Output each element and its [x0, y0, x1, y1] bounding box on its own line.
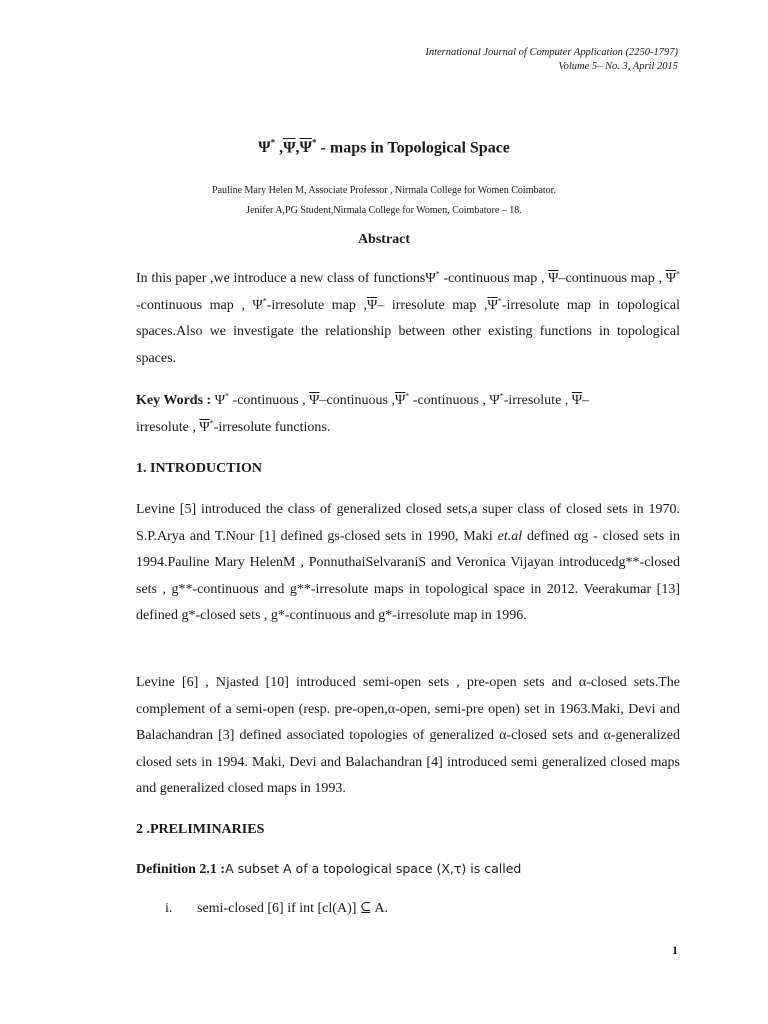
definition-2-1 [136, 861, 696, 878]
title-symbol-psi-star: Ψ* [258, 138, 276, 157]
intro-paragraph-1: Levine [5] introduced the class of generalized closed sets,a super class of closed sets in 1970. S.P.Arya and T.Nour [1] defined gs-closed sets in 1990, Maki et.al defined αg - closed sets in 1994.Pauline Mary HelenM , PonnuthaiSelvaraniS and Veronica Vijayan introducedg**-closed sets , g**-continuous and g**-irresolute maps in topological space in 2012. Veerakumar [13] defined g*-closed sets , g*-continuous and g*-irresolute map in 1996. [136, 502, 681, 623]
title-symbol-psi-bar-star: $\overline{\Psi}^*$ [299, 138, 317, 157]
section-preliminaries-heading: 2 .PRELIMINARIES [136, 822, 265, 837]
author-line-2: Jenifer A,PG Student,Nirmala College for Women, Coimbatore – 18. [246, 205, 522, 216]
authors-block [0, 181, 768, 221]
abstract-heading: Abstract [357, 232, 411, 247]
keywords: Key Words : Ψ* -continuous , $\overline{\Psi}$–continuous $,\overline{\Psi}^*$ -continuous , Ψ*-irresolute , $\overline{\Psi}-$ irresolute , $\overline{\Psi}^*$-irresolute functions. [136, 391, 590, 435]
intro-paragraph-2: Levine [6] , Njasted [10] introduced semi-open sets , pre-open sets and α-closed sets.The complement of a semi-open (resp. pre-open,α-open, semi-pre open) set in 1963.Maki, Devi and Balachandran [3] defined associated topologies of generalized α-closed sets and α-generalized closed sets in 1994. Maki, Devi and Balachandran [4] introduced semi generalized closed maps and generalized closed maps in 1993. [136, 675, 680, 796]
title-text: - maps in Topological Space [320, 139, 510, 157]
definition-item-i [165, 900, 388, 917]
definition-label: Definition 2.1 : [136, 862, 226, 877]
journal-name: International Journal of Computer Application (2250-1797) [425, 47, 678, 58]
item-number: i. [165, 901, 173, 916]
author-line-1: Pauline Mary Helen M, Associate Professor , Nirmala College for Women Coimbator. [212, 185, 556, 196]
keywords-label: Key Words : [136, 393, 212, 408]
title-symbol-psi-bar: $\overline{\Psi}$ [283, 139, 296, 157]
item-text: semi-closed [6] if int [cl(A)] ⊆ A. [197, 901, 388, 916]
abstract-body: In this paper ,we introduce a new class of functionsΨ* -continuous map , $\overline{\Psi}$–continuous map , $\overline{\Psi}^*$ -continuous map , Ψ*-irresolute map $,\overline{\Psi}-$ irresolute map $,\overline{\Psi}^*$-irresolute map in topological spaces.Also we investigate the relationship between other existing functions in topological spaces. [136, 269, 680, 366]
page-number: 1 [672, 943, 678, 957]
journal-volume: Volume 5– No. 3, April 2015 [558, 61, 678, 72]
paper-title: Ψ* $,\overline{\Psi},\overline{\Psi}^*$ - maps in Topological Space [258, 138, 510, 157]
definition-text: A subset A of a topological space (X,τ) is called [225, 861, 522, 876]
journal-header [425, 46, 678, 74]
section-introduction-heading: 1. INTRODUCTION [136, 461, 263, 476]
